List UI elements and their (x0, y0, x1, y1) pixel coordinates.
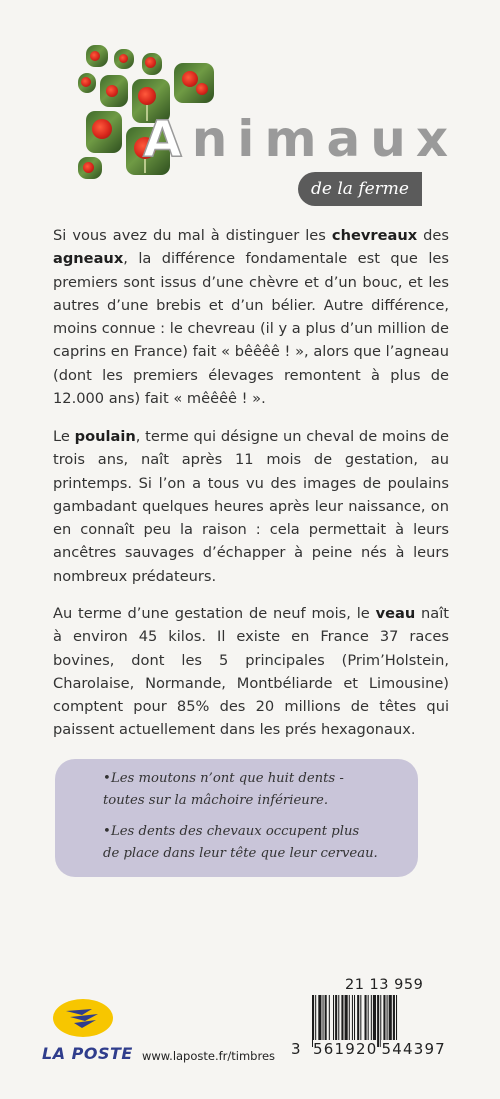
highlighted-term: chevreaux (331, 227, 418, 244)
highlighted-term: veau (375, 605, 416, 622)
product-code: 21 13 959 (345, 977, 424, 993)
fact-line: toutes sur la mâchoire inférieure. (103, 793, 329, 808)
fact-item (103, 768, 403, 812)
fact-line: Les moutons n’ont que huit dents - (111, 771, 344, 786)
subtitle-badge: de la ferme (298, 172, 422, 206)
highlighted-term: poulain (74, 428, 136, 445)
title-first-letter: A (143, 110, 192, 168)
fact-item (103, 821, 403, 865)
barcode-group-2: 544397 (381, 1040, 446, 1058)
bullet-icon: • (103, 771, 111, 786)
laposte-brand-name: LA POSTE (42, 1044, 133, 1063)
barcode-lead-digit: 3 (291, 1040, 301, 1058)
paragraph-text: des (417, 227, 449, 244)
paragraph-poulain (53, 425, 449, 588)
paragraph-text: naît à environ 45 kilos. Il existe en France 37 races bovines, dont les 5 principales (Prim’Holstein, Charolaise, Normande, Montbéliarde et Limousine) comptent pour 85% des 20 millions de têtes qui paissent actuellement dans les prés hexagonaux. (53, 605, 450, 739)
highlighted-term: agneaux (53, 250, 124, 268)
fact-line: Les dents des chevaux occupent plus (111, 824, 360, 839)
bullet-icon: • (103, 824, 111, 839)
page-title (143, 110, 459, 168)
paragraph-chevreaux-agneaux (53, 224, 449, 410)
paragraph-text: Si vous avez du mal à distinguer les (53, 227, 332, 244)
website-link[interactable]: www.laposte.fr/timbres (142, 1049, 276, 1063)
paragraph-text: Au terme d’une gestation de neuf mois, le (53, 605, 376, 622)
fact-line: de place dans leur tête que leur cerveau. (103, 846, 378, 861)
paragraph-text: , terme qui désigne un cheval de moins de trois ans, naît après 11 mois de gestation, au printemps. Si l’on a tous vu des images de poulains gambadant quelques heures après leur naissance, on en connaît peu la raison : cela permettait à leurs ancêtres sauvages d’échapper à peine nés à leurs nombreux prédateurs. (53, 428, 449, 585)
paragraph-text: , la différence fondamentale est que les premiers sont issus d’une chèvre et d’un bouc, et les autres d’une brebis et d’un bélier. Autre différence, moins connue : le chevreau (il y a plus d’un million de caprins en France) fait « bêêêê ! », alors que l’agneau (dont les premiers élevages remontent à plus de 12.000 ans) fait « mêêêê ! ». (53, 250, 449, 408)
paragraph-text: Le (53, 428, 75, 445)
barcode-number (291, 1040, 451, 1058)
title-rest: nimaux (191, 110, 459, 168)
barcode-group-1: 561920 (313, 1040, 378, 1058)
fun-facts-panel (55, 759, 418, 877)
laposte-bird-logo-icon (52, 998, 114, 1038)
paragraph-veau (53, 602, 449, 742)
